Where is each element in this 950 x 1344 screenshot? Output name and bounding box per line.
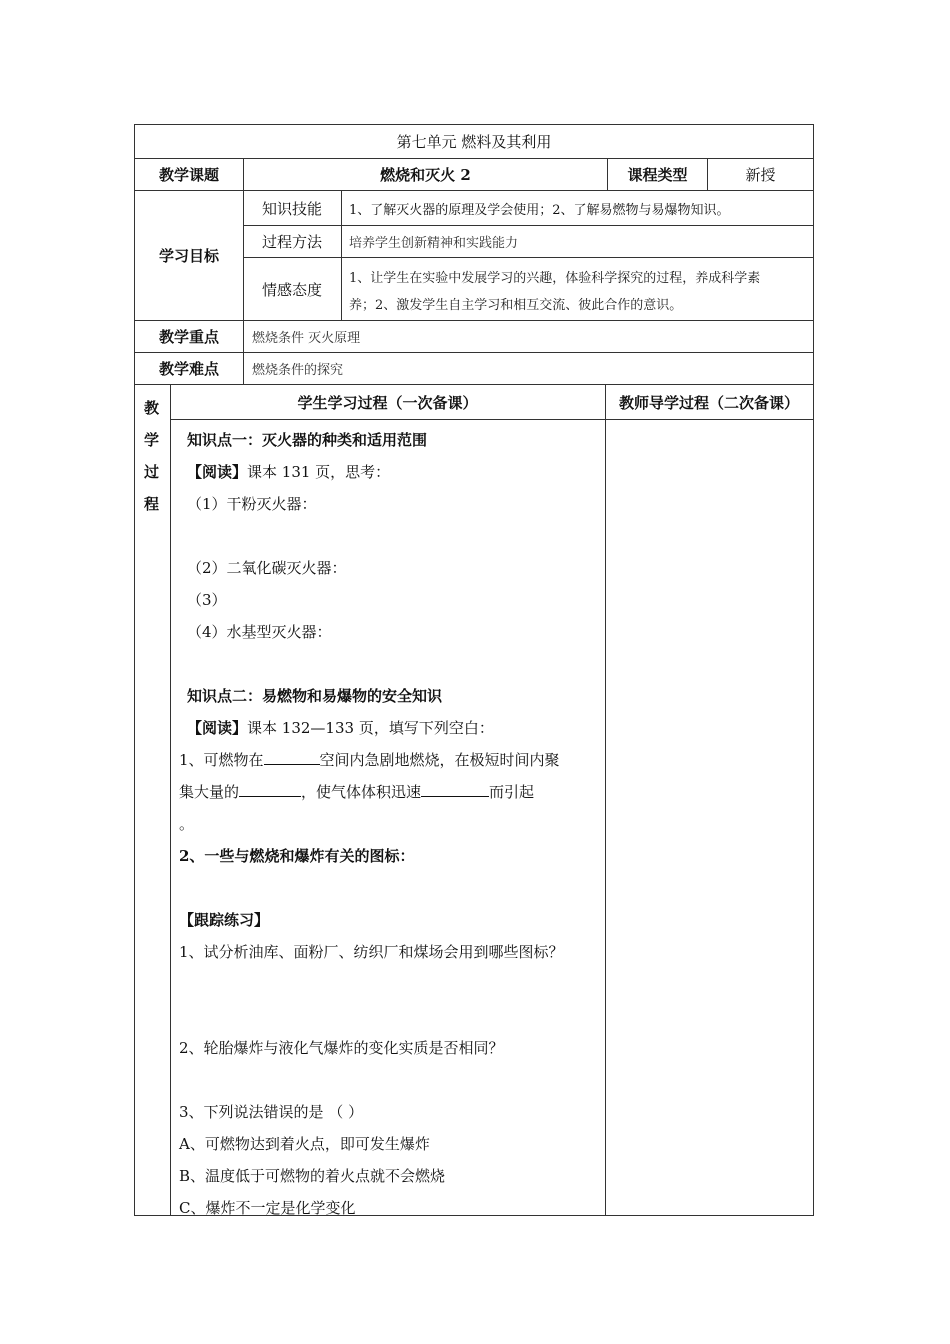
k1-item-water: （4）水基型灭火器： — [187, 623, 332, 641]
side-label-1: 教 — [144, 399, 160, 417]
topic-row — [135, 159, 813, 191]
side-label-4: 程 — [144, 495, 160, 513]
knowledge-point-1-title: 知识点一：灭火器的种类和适用范围 — [187, 431, 428, 449]
knowledge-point-2-title: 知识点二：易燃物和易爆物的安全知识 — [187, 687, 443, 705]
practice-heading: 【跟踪练习】 — [179, 911, 270, 929]
objective-text-attitude-line1: 1、让学生在实验中发展学习的兴趣，体验科学探究的过程，养成科学素 — [349, 271, 761, 286]
objective-name-knowledge: 知识技能 — [261, 199, 322, 218]
question-2: 2、轮胎爆炸与液化气爆炸的变化实质是否相同？ — [179, 1039, 504, 1057]
topic-label: 教学课题 — [158, 166, 219, 184]
course-type-value: 新授 — [707, 159, 813, 190]
k1-reading: 【阅读】课本 131 页，思考： — [187, 463, 391, 481]
unit-title: 第七单元 燃料及其利用 — [396, 133, 552, 151]
fill-line-3: 。 — [179, 815, 195, 833]
course-type-label: 课程类型 — [607, 159, 707, 190]
difficulty-row — [135, 353, 813, 385]
question-3: 3、下列说法错误的是 （ ） — [179, 1103, 364, 1121]
objective-name-attitude: 情感态度 — [261, 280, 322, 299]
objective-text-knowledge: 1、了解灭火器的原理及学会使用；2、了解易燃物与易爆物知识。 — [349, 202, 730, 218]
k1-item-dry-powder: （1）干粉灭火器： — [187, 495, 317, 513]
fill-line-2: 集大量的 ，使气体体积迅速 而引起 — [179, 783, 535, 801]
difficulty-value: 燃烧条件的探究 — [243, 353, 813, 384]
k2-reading: 【阅读】课本 132—133 页，填写下列空白： — [187, 719, 494, 737]
student-process-header: 学生学习过程（一次备课） — [297, 393, 478, 412]
teacher-process-header: 教师导学过程（二次备课） — [618, 393, 799, 412]
side-label-3: 过 — [144, 463, 160, 481]
question-3-option-b: B、温度低于可燃物的着火点就不会燃烧 — [179, 1167, 446, 1185]
objectives-row — [135, 191, 813, 321]
process-section — [135, 385, 813, 1215]
question-3-option-c: C、爆炸不一定是化学变化 — [179, 1199, 356, 1217]
question-1: 1、试分析油库、面粉厂、纺织厂和煤场会用到哪些图标？ — [179, 943, 564, 961]
key-point-label: 教学重点 — [158, 328, 219, 346]
side-label-2: 学 — [144, 431, 160, 449]
signs-heading: 2、一些与燃烧和爆炸有关的图标： — [179, 847, 415, 865]
key-point-value: 燃烧条件 灭火原理 — [243, 321, 813, 352]
fill-line-1: 1、可燃物在 空间内急剧地燃烧，在极短时间内聚 — [179, 751, 560, 769]
topic-value: 燃烧和灭火 2 — [243, 159, 607, 190]
lesson-plan-table — [134, 124, 814, 1216]
objectives-label: 学习目标 — [158, 247, 219, 265]
objective-text-process: 培养学生创新精神和实践能力 — [349, 235, 519, 251]
question-3-option-a: A、可燃物达到着火点，即可发生爆炸 — [179, 1135, 430, 1153]
objective-text-attitude-line2: 养；2、激发学生自主学习和相互交流、彼此合作的意识。 — [349, 298, 683, 313]
k1-item-co2: （2）二氧化碳灭火器： — [187, 559, 347, 577]
unit-title-row — [135, 125, 813, 159]
difficulty-label: 教学难点 — [158, 360, 219, 378]
k1-item-3: （3） — [187, 591, 227, 609]
key-point-row — [135, 321, 813, 353]
objective-name-process: 过程方法 — [261, 232, 322, 251]
